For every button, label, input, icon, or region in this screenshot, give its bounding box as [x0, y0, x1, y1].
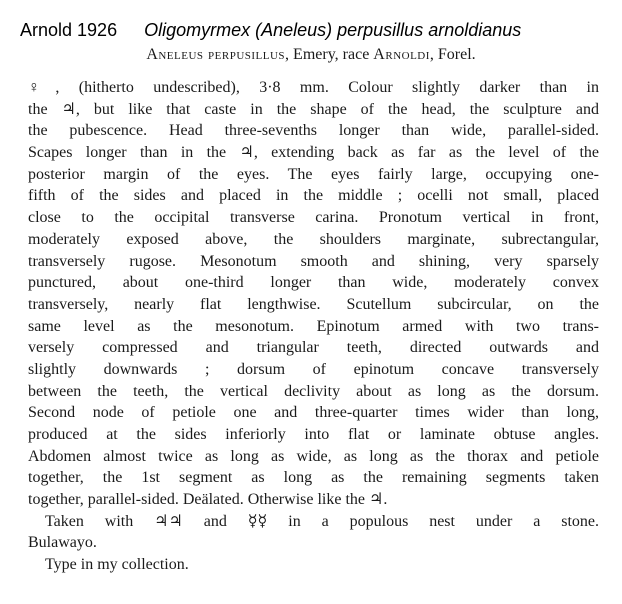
text-line: punctured, about one-third longer than wide, moderately convex	[28, 274, 599, 292]
text-line: transversely, nearly flat lengthwise. Scutellum subcircular, on the	[28, 295, 599, 313]
text-line: versely compressed and triangular teeth, directed outwards and	[28, 339, 599, 357]
text-line: slightly downwards ; dorsum of epinotum concave transversely	[28, 360, 599, 378]
author-year: Arnold 1926	[20, 20, 118, 40]
text-line: the ♃, but like that caste in the shape of the head, the sculpture and	[28, 100, 599, 118]
text-line: together, parallel-sided. Deälated. Otherwise like the ♃.	[28, 491, 388, 509]
text-line: fifth of the sides and placed in the middle ; ocelli not small, placed	[28, 187, 599, 205]
text-line: posterior margin of the eyes. The eyes fairly large, occupying one-	[28, 165, 599, 183]
species-name: Aneleus perpusillus	[146, 46, 286, 63]
text-line: Second node of petiole one and three-quarter times wider than long,	[28, 404, 599, 422]
text-line: ♀, (hitherto undescribed), 3·8 mm. Colour slightly darker than in	[28, 79, 599, 96]
text-line: Scapes longer than in the ♃, extending back as far as the level of the	[28, 144, 599, 162]
page-header	[20, 18, 610, 42]
text-line: close to the occipital transverse carina. Pronotum vertical in front,	[28, 209, 599, 227]
species-heading	[0, 44, 622, 66]
text-line: between the teeth, the vertical declivity about as long as the dorsum.	[28, 382, 599, 400]
race-name: Arnoldi	[373, 46, 430, 63]
type-note: Type in my collection.	[45, 556, 189, 574]
text-line: transversely rugose. Mesonotum smooth and shining, very sparsely	[28, 252, 599, 270]
text-line: produced at the sides inferiorly into flat or laminate obtuse angles.	[28, 426, 599, 443]
race-author: , Forel.	[429, 46, 476, 63]
text-line: the pubescence. Head three-sevenths longer than wide, parallel-sided.	[28, 122, 599, 140]
description-text	[28, 77, 599, 576]
taxon-name: Oligomyrmex (Aneleus) perpusillus arnoldianus	[144, 20, 522, 40]
collection-note: Taken with ♃♃ and ☿☿ in a populous nest under a stone.	[45, 512, 599, 530]
locality: Bulawayo.	[28, 534, 97, 552]
text-line: together, the 1st segment as long as the remaining segments taken	[28, 469, 599, 487]
text-line: same level as the mesonotum. Epinotum armed with two trans-	[28, 317, 599, 335]
species-author: , Emery, race	[285, 46, 374, 63]
text-line: moderately exposed above, the shoulders marginate, subrectangular,	[28, 230, 599, 248]
text-line: Abdomen almost twice as long as wide, as long as the thorax and petiole	[28, 447, 599, 465]
